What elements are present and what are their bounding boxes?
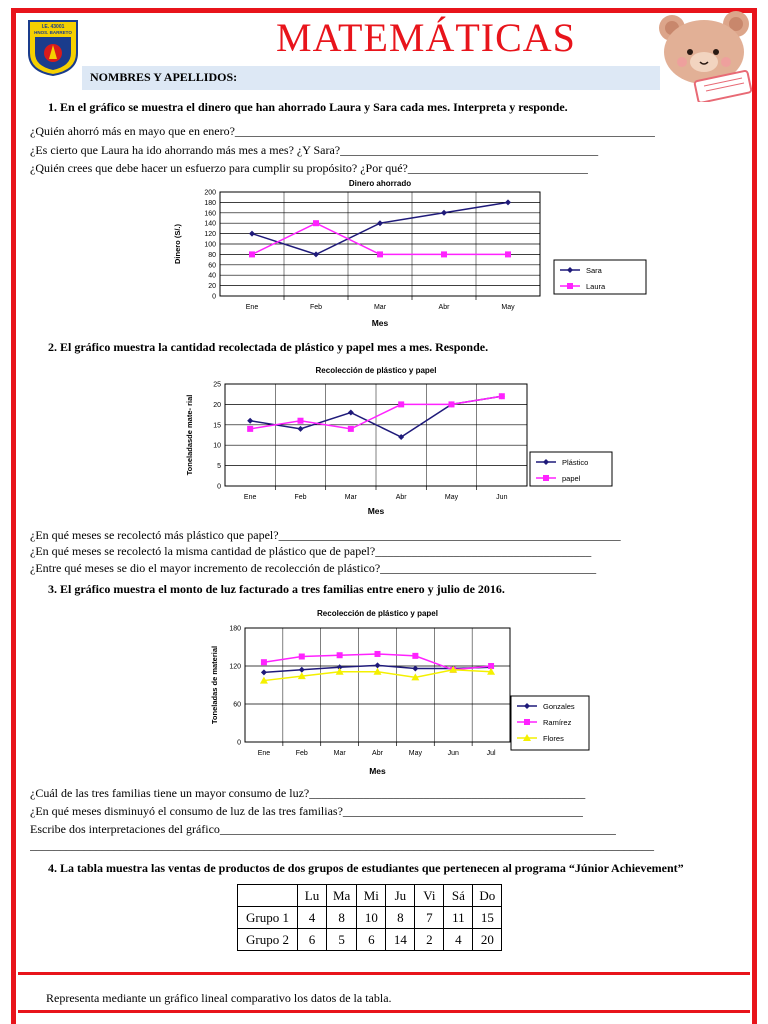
x-tick-label: Ene (243, 494, 257, 501)
data-point (505, 251, 511, 257)
x-axis-label: Mes (369, 766, 386, 776)
table-cell: 4 (444, 929, 473, 951)
x-tick-label: Mar (333, 750, 346, 757)
x-tick-label: Feb (294, 494, 307, 501)
data-point (299, 654, 305, 660)
y-tick-label: 60 (208, 262, 216, 270)
data-point (298, 418, 304, 424)
question-1-line[interactable]: ¿Quién ahorró más en mayo que en enero?______________________________________________________________________ (30, 124, 655, 138)
legend-label: Gonzales (543, 702, 575, 711)
data-point (543, 475, 549, 481)
divider (18, 1010, 750, 1013)
data-point (449, 401, 455, 407)
table-cell: 2 (415, 929, 444, 951)
chart-title: Recolección de plástico y papel (315, 366, 437, 375)
y-tick-label: 20 (208, 283, 216, 291)
x-tick-label: Jun (496, 494, 508, 501)
name-label: NOMBRES Y APELLIDOS: (90, 70, 238, 84)
data-point (348, 426, 354, 432)
y-tick-label: 80 (208, 251, 216, 259)
x-tick-label: Ene (245, 304, 259, 311)
data-point (398, 401, 404, 407)
table-header-cell: Do (473, 885, 502, 907)
legend-label: Flores (543, 734, 564, 743)
x-tick-label: Abr (372, 750, 383, 757)
question-2-title: 2. El gráfico muestra la cantidad recolectada de plástico y papel mes a mes. Responde. (48, 340, 489, 354)
x-tick-label: May (444, 494, 459, 501)
question-2-line[interactable]: ¿En qué meses se recolectó más plástico que papel?_________________________________________________________ (30, 528, 621, 542)
y-tick-label: 100 (204, 241, 216, 249)
name-field[interactable] (82, 66, 660, 90)
table-header-cell: Mi (357, 885, 386, 907)
data-point (375, 651, 381, 657)
sales-table (237, 884, 502, 951)
y-tick-label: 20 (213, 401, 221, 409)
legend-label: Plástico (562, 458, 589, 467)
table-cell: Grupo 2 (238, 929, 298, 951)
y-tick-label: 180 (229, 625, 241, 633)
y-tick-label: 160 (204, 210, 216, 218)
x-tick-label: Ene (257, 750, 271, 757)
x-tick-label: Mar (373, 304, 387, 311)
y-tick-label: 0 (212, 293, 216, 301)
question-2-line[interactable]: ¿En qué meses se recolectó la misma cantidad de plástico que de papel?____________________________________ (30, 544, 592, 558)
question-3-title: 3. El gráfico muestra el monto de luz facturado a tres familias entre enero y julio de 2016. (48, 582, 505, 596)
answer-rule[interactable]: ________________________________________________________________________________________________________ (30, 838, 654, 852)
table-header-cell: Lu (298, 885, 327, 907)
y-axis-label: Toneladas de material (210, 645, 219, 725)
x-tick-label: May (408, 750, 422, 757)
table-header-cell (238, 885, 298, 907)
question-2-line[interactable]: ¿Entre qué meses se dio el mayor incremento de recolección de plástico?____________________________________ (30, 561, 597, 575)
table-cell: 14 (386, 929, 415, 951)
question-3-line[interactable]: ¿Cuál de las tres familias tiene un mayor consumo de luz?______________________________________________ (30, 786, 586, 800)
x-tick-label: Jul (486, 750, 496, 757)
chart-monto-luz (205, 602, 595, 780)
table-cell: 4 (298, 907, 327, 929)
question-3-line[interactable]: ¿En qué meses disminuyó el consumo de luz de las tres familias?________________________________________ (30, 804, 583, 818)
y-axis-label: Dinero (S/.) (173, 223, 182, 265)
instruction-text: Representa mediante un gráfico lineal comparativo los datos de la tabla. (46, 991, 392, 1005)
table-cell: 7 (415, 907, 444, 929)
data-point (412, 653, 418, 659)
chart-dinero-ahorrado (168, 174, 648, 336)
y-tick-label: 25 (213, 381, 221, 389)
school-logo (27, 19, 79, 77)
y-axis-label: Toneladasde mate- rial (185, 394, 194, 476)
x-axis-label: Mes (371, 318, 389, 328)
question-1-title: 1. En el gráfico se muestra el dinero que han ahorrado Laura y Sara cada mes. Interpreta y responde. (48, 100, 568, 114)
x-tick-label: Feb (309, 304, 323, 311)
y-tick-label: 120 (229, 663, 241, 671)
table-cell: 8 (327, 907, 357, 929)
y-tick-label: 140 (204, 220, 216, 228)
y-tick-label: 10 (213, 442, 221, 450)
legend-label: Laura (586, 282, 606, 291)
y-tick-label: 0 (217, 483, 221, 491)
x-tick-label: May (501, 304, 515, 311)
question-1-line[interactable]: ¿Es cierto que Laura ha ido ahorrando más mes a mes? ¿Y Sara?___________________________________________ (30, 143, 599, 157)
data-point (524, 719, 530, 725)
plot-area (245, 628, 510, 742)
legend-label: Sara (586, 266, 602, 275)
data-point (249, 251, 255, 257)
table-cell: 15 (473, 907, 502, 929)
x-tick-label: Jun (447, 750, 459, 757)
table-cell: 5 (327, 929, 357, 951)
y-tick-label: 200 (204, 189, 216, 197)
x-tick-label: Abr (395, 494, 407, 501)
x-tick-label: Mar (344, 494, 357, 501)
x-axis-label: Mes (367, 506, 385, 516)
table-cell: 8 (386, 907, 415, 929)
legend-label: Ramírez (543, 718, 572, 727)
data-point (337, 652, 343, 658)
y-tick-label: 0 (237, 739, 241, 747)
chart-title: Recolección de plástico y papel (317, 609, 438, 618)
table-cell: 6 (298, 929, 327, 951)
question-4-title: 4. La tabla muestra las ventas de productos de dos grupos de estudiantes que pertenecen al programa “Júnior Achievement” (48, 861, 684, 875)
y-tick-label: 120 (204, 231, 216, 239)
legend-label: papel (562, 474, 581, 483)
table-header-cell: Ju (386, 885, 415, 907)
page-title: MATEMÁTICAS (276, 15, 576, 60)
y-tick-label: 180 (204, 199, 216, 207)
table-header-cell: Vi (415, 885, 444, 907)
data-point (499, 393, 505, 399)
table-cell: 11 (444, 907, 473, 929)
x-tick-label: Feb (295, 750, 308, 757)
data-point (313, 220, 319, 226)
table-cell: 10 (357, 907, 386, 929)
y-tick-label: 40 (208, 272, 216, 280)
data-point (377, 251, 383, 257)
table-cell: Grupo 1 (238, 907, 298, 929)
question-1-line[interactable]: ¿Quién crees que debe hacer un esfuerzo para cumplir su propósito? ¿Por qué?______________________________ (30, 161, 588, 175)
chart-title: Dinero ahorrado (348, 179, 412, 188)
table-header-cell: Sá (444, 885, 473, 907)
table-row (238, 907, 502, 929)
x-tick-label: Abr (438, 304, 450, 311)
y-tick-label: 60 (233, 701, 241, 709)
table-header-cell: Ma (327, 885, 357, 907)
data-point (261, 659, 267, 665)
chart-recoleccion-plastico-papel (180, 360, 620, 520)
svg-text:HNOS. BARRETO: HNOS. BARRETO (34, 30, 72, 35)
svg-text:I.E. 43001: I.E. 43001 (41, 24, 65, 30)
table-cell: 6 (357, 929, 386, 951)
question-3-line[interactable]: Escribe dos interpretaciones del gráfico__________________________________________________________________ (30, 822, 616, 836)
data-point (247, 426, 253, 432)
y-tick-label: 15 (213, 422, 221, 430)
y-tick-label: 5 (217, 463, 221, 471)
bear-reading-icon (656, 10, 756, 102)
data-point (567, 283, 573, 289)
table-cell: 20 (473, 929, 502, 951)
divider (18, 972, 750, 975)
data-point (441, 251, 447, 257)
table-header-row (238, 885, 502, 907)
table-row (238, 929, 502, 951)
